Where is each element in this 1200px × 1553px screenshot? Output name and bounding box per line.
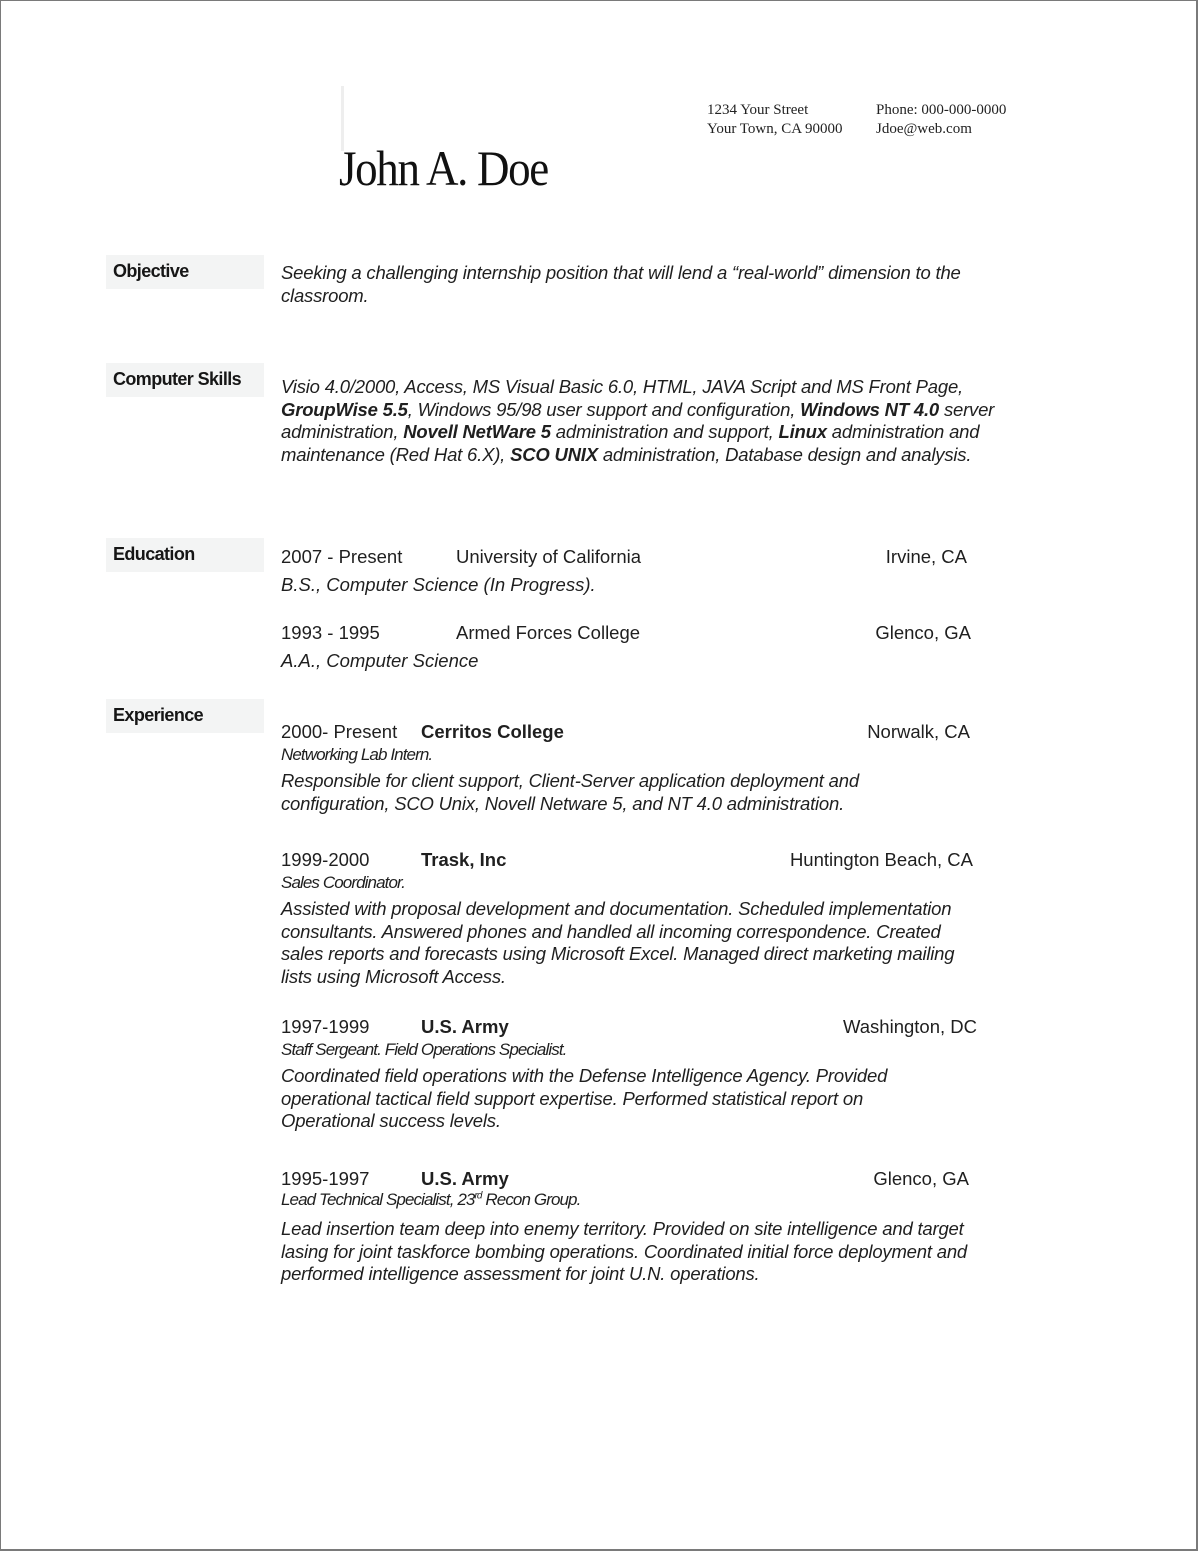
job-employer: Cerritos College: [421, 721, 564, 742]
job-employer: U.S. Army: [421, 1168, 509, 1189]
skill-linux: Linux: [778, 421, 827, 443]
section-label-experience: Experience: [106, 699, 264, 733]
email: Jdoe@web.com: [876, 121, 972, 137]
skill-novell-netware: Novell NetWare 5: [403, 421, 551, 443]
job-dates: 1997-1999: [281, 1016, 370, 1037]
address-line-2: Your Town, CA 90000: [707, 121, 843, 137]
job-title: Sales Coordinator.: [281, 873, 405, 892]
experience-entry: [281, 1168, 981, 1192]
job-description: Coordinated field operations with the Defense Intelligence Agency. Provided operational tactical field support expertise. Performed statistical report on Operational success levels.: [281, 1065, 888, 1132]
job-dates: 1999-2000: [281, 849, 370, 870]
section-label-objective: Objective: [106, 255, 264, 289]
job-location: Huntington Beach, CA: [789, 849, 973, 870]
skill-windows-nt: Windows NT 4.0: [800, 398, 939, 420]
education-location: Glenco, GA: [875, 622, 971, 643]
education-location: Irvine, CA: [885, 546, 967, 567]
education-entry: [281, 546, 981, 570]
job-location: Norwalk, CA: [867, 721, 970, 742]
education-dates: 2007 - Present: [281, 546, 403, 567]
education-degree: A.A., Computer Science: [281, 650, 479, 671]
job-location: Washington, DC: [842, 1016, 977, 1037]
phone: Phone: 000-000-0000: [876, 102, 1007, 118]
candidate-name: John A. Doe: [339, 140, 548, 196]
job-location: Glenco, GA: [873, 1168, 969, 1189]
education-entry: [281, 622, 981, 646]
job-dates: 2000- Present: [281, 721, 398, 742]
address-block: [707, 101, 843, 139]
job-title: Networking Lab Intern.: [281, 745, 433, 764]
skill-sco-unix: SCO UNIX: [510, 443, 598, 465]
computer-skills-text: Visio 4.0/2000, Access, MS Visual Basic 6.0, HTML, JAVA Script and MS Front Page, GroupWise 5.5, Windows 95/98 user support and configuration, Windows NT 4.0 server administration, Novell NetWare 5 administration and support, Linux administration and maintenance (Red Hat 6.X), SCO UNIX administration, Database design and analysis.: [281, 376, 995, 465]
education-dates: 1993 - 1995: [281, 622, 380, 643]
job-description: Responsible for client support, Client-Server application deployment and configuration, SCO Unix, Novell Netware 5, and NT 4.0 administration.: [281, 770, 859, 814]
job-title: Lead Technical Specialist, 23rd Recon Group.: [281, 1190, 581, 1209]
objective-text: Seeking a challenging internship position that will lend a “real-world” dimension to the classroom.: [281, 262, 961, 306]
experience-entry: [281, 1016, 981, 1040]
address-line-1: 1234 Your Street: [707, 102, 809, 118]
job-employer: Trask, Inc: [421, 849, 507, 870]
job-title: Staff Sergeant. Field Operations Specialist.: [281, 1040, 567, 1059]
job-employer: U.S. Army: [421, 1016, 509, 1037]
education-school: Armed Forces College: [456, 622, 641, 643]
job-description: Lead insertion team deep into enemy territory. Provided on site intelligence and target lasing for joint taskforce bombing operations. Coordinated initial force deployment and performed intelligence assessment for joint U.N. operations.: [281, 1218, 968, 1285]
job-dates: 1995-1997: [281, 1168, 370, 1189]
experience-entry: [281, 849, 981, 873]
education-degree: B.S., Computer Science (In Progress).: [281, 574, 596, 595]
education-school: University of California: [456, 546, 642, 567]
contact-block: [876, 101, 1006, 139]
section-label-education: Education: [106, 538, 264, 572]
section-label-computer-skills: Computer Skills: [106, 363, 264, 397]
experience-entry: [281, 721, 981, 745]
job-description: Assisted with proposal development and documentation. Scheduled implementation consultants. Answered phones and handled all incoming correspondence. Created sales reports and forecasts using Microsoft Excel. Managed direct marketing mailing lists using Microsoft Access.: [281, 898, 955, 987]
skill-groupwise: GroupWise 5.5: [281, 398, 408, 420]
